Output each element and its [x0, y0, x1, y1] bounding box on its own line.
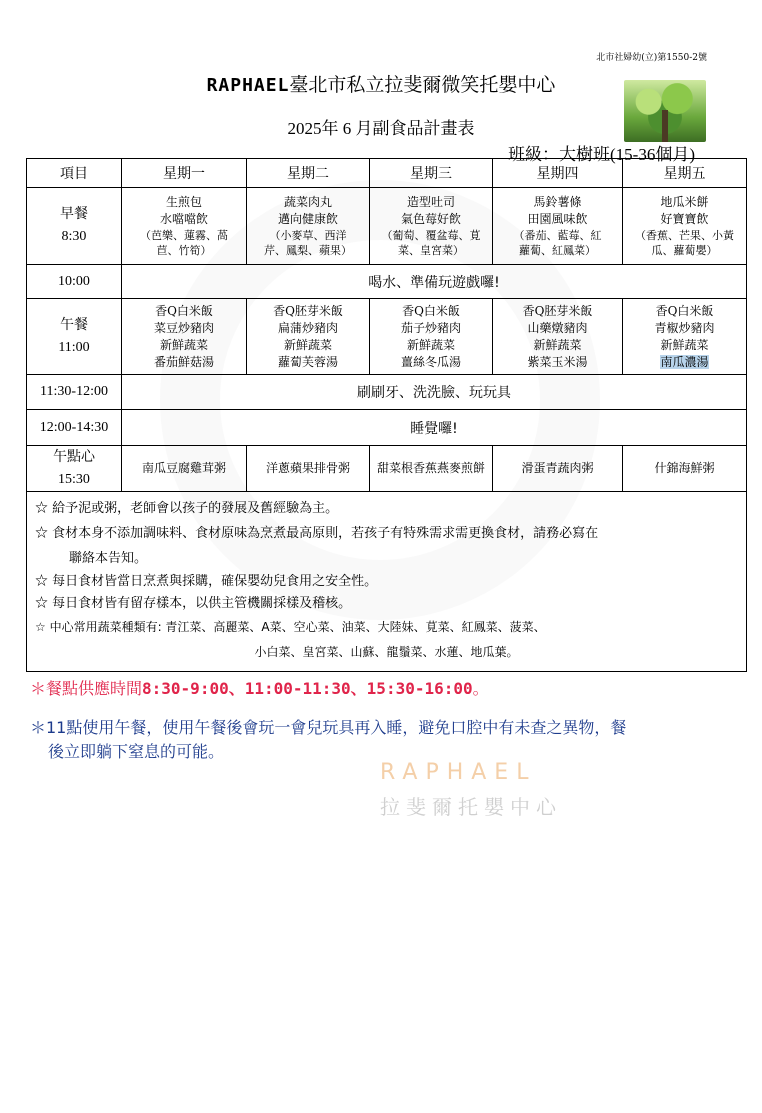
highlighted-soup: 南瓜濃湯: [660, 354, 709, 369]
afternoon-row: [27, 446, 747, 492]
brush-time: 11:30-12:00: [27, 375, 122, 410]
col-header-thu: 星期四: [493, 159, 623, 188]
watermark-logo: [380, 760, 562, 820]
nap-time: 12:00-14:30: [27, 410, 122, 446]
breakfast-mon: 生煎包 水噹噹飲 （芭樂、蓮霧、萵 苣、竹筍）: [122, 188, 247, 265]
brush-text: 刷刷牙、洗洗臉、玩玩具: [122, 375, 747, 410]
col-header-tue: 星期二: [247, 159, 370, 188]
note-5: ☆ 中心常用蔬菜種類有: 青江菜、高麗菜、A菜、空心菜、油菜、大陸妹、莧菜、紅鳳菜、菠菜、: [35, 620, 546, 634]
note-1: ☆ 給予泥或粥，老師會以孩子的發展及舊經驗為主。: [35, 501, 339, 516]
note-4: ☆ 每日食材皆有留存樣本，以供主管機關採樣及稽核。: [35, 596, 352, 611]
meal-plan-table: [26, 158, 747, 672]
afternoon-label: 午點心 15:30: [27, 446, 122, 492]
lunch-label: 午餐 11:00: [27, 299, 122, 375]
tree-image: [624, 80, 706, 142]
nap-row: [27, 410, 747, 446]
afternoon-wed: 甜菜根香蕉燕麥煎餅: [370, 446, 493, 492]
note-2-cont: 聯絡本告知。: [69, 551, 148, 566]
note-2: ☆ 食材本身不添加調味料、食材原味為烹煮最高原則，若孩子有特殊需求需更換食材，請務必寫在: [35, 526, 599, 541]
lunch-fri: 香Q白米飯 青椒炒豬肉 新鮮蔬菜 南瓜濃湯: [623, 299, 747, 375]
brush-row: [27, 375, 747, 410]
afternoon-fri: 什錦海鮮粥: [623, 446, 747, 492]
center-name: 臺北市私立拉斐爾微笑托嬰中心: [289, 74, 556, 96]
afternoon-mon: 南瓜豆腐雞茸粥: [122, 446, 247, 492]
brand-name: RAPHAEL: [206, 75, 290, 96]
watermark-zh: 拉斐爾托嬰中心: [380, 795, 562, 819]
class-label: 班級：大樹班(15-36個月): [508, 145, 695, 164]
lunch-tue: 香Q胚芽米飯 扁蒲炒豬肉 新鮮蔬菜 蘿蔔芙蓉湯: [247, 299, 370, 375]
nap-text: 睡覺囉!: [122, 410, 747, 446]
notes-cell: [27, 492, 747, 672]
lunch-mon: 香Q白米飯 菜豆炒豬肉 新鮮蔬菜 番茄鮮菇湯: [122, 299, 247, 375]
page-subtitle: 2025年 6 月副食品計畫表: [287, 119, 475, 138]
breakfast-thu: 馬鈴薯條 田園風味飲 （番茄、藍莓、紅 蘿蔔、紅鳳菜）: [493, 188, 623, 265]
header-row: [27, 159, 747, 188]
breakfast-row: [27, 188, 747, 265]
breakfast-fri: 地瓜米餅 好寶寶飲 （香蕉、芒果、小黃 瓜、蘿蔔嬰）: [623, 188, 747, 265]
lunch-wed: 香Q白米飯 茄子炒豬肉 新鮮蔬菜 薑絲冬瓜湯: [370, 299, 493, 375]
note-3: ☆ 每日食材皆當日烹煮與採購，確保嬰幼兒食用之安全性。: [35, 574, 378, 589]
lunch-note: ＊11點使用午餐，使用午餐後會玩一會兒玩具再入睡，避免口腔中有未查之異物，餐 後立即躺下窒息的可能。: [30, 718, 627, 761]
afternoon-thu: 滑蛋青蔬肉粥: [493, 446, 623, 492]
col-header-item: 項目: [27, 159, 122, 188]
notes-row: [27, 492, 747, 672]
afternoon-tue: 洋蔥蘋果排骨粥: [247, 446, 370, 492]
breakfast-label: 早餐 8:30: [27, 188, 122, 265]
snack-10-row: [27, 265, 747, 299]
serving-times-note: ＊餐點供應時間8:30-9:00、11:00-11:30、15:30-16:00。: [30, 679, 489, 698]
lunch-row: [27, 299, 747, 375]
breakfast-wed: 造型吐司 氣色莓好飲 （葡萄、覆盆莓、莧 菜、皇宮菜）: [370, 188, 493, 265]
breakfast-tue: 蔬菜肉丸 邁向健康飲 （小麥草、西洋 芹、鳳梨、蘋果）: [247, 188, 370, 265]
col-header-wed: 星期三: [370, 159, 493, 188]
permit-number: 北市社婦幼(立)第1550-2號: [596, 53, 707, 63]
snack-10-time: 10:00: [27, 265, 122, 299]
watermark-en: RAPHAEL: [380, 760, 537, 785]
col-header-fri: 星期五: [623, 159, 747, 188]
serving-times: 8:30-9:00、11:00-11:30、15:30-16:00: [142, 679, 473, 698]
lunch-thu: 香Q胚芽米飯 山藥燉豬肉 新鮮蔬菜 紫菜玉米湯: [493, 299, 623, 375]
note-5-cont: 小白菜、皇宮菜、山蘇、龍鬚菜、水蓮、地瓜葉。: [254, 645, 519, 659]
snack-10-text: 喝水、準備玩遊戲囉!: [122, 265, 747, 299]
col-header-mon: 星期一: [122, 159, 247, 188]
